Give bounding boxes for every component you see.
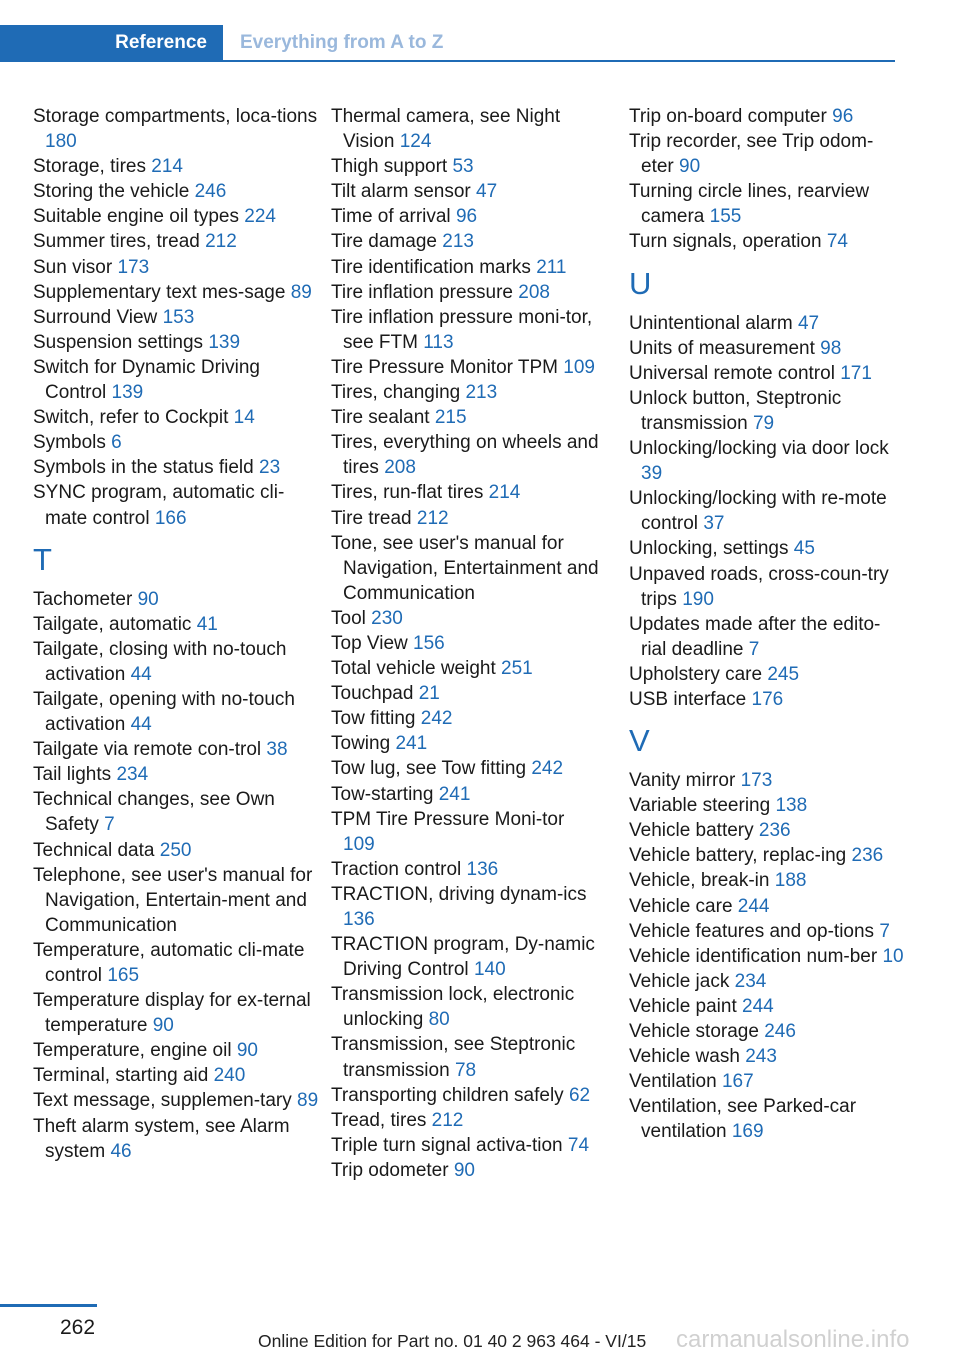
index-term: Turn signals, operation [629,231,822,253]
index-entry [629,793,904,818]
page-link[interactable]: 140 [473,959,506,981]
index-entry [331,506,601,531]
footer-rule [0,1304,97,1307]
index-entry [331,681,601,706]
page-link[interactable]: 212 [416,507,449,529]
index-term: Updates made after the edito-rial deadline [629,613,881,660]
index-term: Vanity mirror [629,770,736,792]
index-term: Unlocking/locking with re-mote control [629,488,887,535]
index-entry [331,932,601,982]
index-term: Text message, supplemen-tary [33,1090,292,1112]
page-link[interactable]: 37 [703,513,725,535]
index-term: Thermal camera, see Night Vision [331,106,561,153]
index-term: Tire Pressure Monitor TPM [331,356,558,378]
index-entry [629,104,904,129]
index-entry [629,944,904,969]
page-link[interactable]: 153 [162,306,195,328]
index-term: Vehicle features and op-tions [629,920,875,942]
index-entry [331,882,601,932]
index-term: Sun visor [33,256,113,278]
page-link[interactable]: 213 [442,231,474,253]
index-term: Tow lug, see Tow fitting [331,758,527,780]
index-term: Tires, changing [331,382,461,404]
index-entry [331,807,601,857]
index-term: Tailgate, closing with no-touch activation [33,638,287,685]
index-term: Tire identification marks [331,256,531,278]
index-entry [33,838,323,863]
index-term: Tires, everything on wheels and tires [331,432,599,479]
index-term: Symbols in the status field [33,457,254,479]
index-entry [33,280,323,305]
index-column-1 [33,104,323,1164]
page-link[interactable]: 14 [233,407,255,429]
index-entry [629,562,904,612]
index-entry [629,687,904,712]
page-link[interactable]: 124 [399,131,432,153]
page-link[interactable]: 213 [465,382,498,404]
page-link[interactable]: 96 [832,106,854,127]
index-term: TRACTION, driving dynam-ics [331,883,587,905]
index-entry [331,857,601,882]
index-entry [331,1032,601,1082]
page-link[interactable]: 241 [395,733,428,755]
index-entry [629,868,904,893]
index-entry [629,1069,904,1094]
index-entry [629,843,904,868]
index-entry [629,919,904,944]
index-term: Tire damage [331,231,437,253]
index-term: Vehicle identification num-ber [629,945,878,967]
index-term: Supplementary text mes-sage [33,281,286,303]
section-tab: Reference [0,25,223,61]
index-entry [629,994,904,1019]
page-link[interactable]: 173 [117,256,150,278]
page-link[interactable]: 245 [767,663,800,685]
index-term: Vehicle battery, replac-ing [629,845,847,867]
page-link[interactable]: 243 [745,1046,777,1068]
index-term: Suitable engine oil types [33,206,239,228]
page-link[interactable]: 224 [244,206,276,228]
index-entry [33,787,323,837]
index-term: Tachometer [33,588,133,610]
index-term: Tire tread [331,507,412,529]
page-link[interactable]: 230 [371,607,403,629]
index-term: Triple turn signal activa-tion [331,1134,563,1156]
index-term: Temperature display for ex-ternal temperature [33,990,311,1037]
index-term: Vehicle, break-in [629,870,770,892]
index-term: Temperature, engine oil [33,1040,232,1062]
page-link[interactable]: 74 [567,1134,590,1156]
page-link[interactable]: 241 [438,783,471,805]
index-term: TPM Tire Pressure Moni-tor [331,808,565,830]
watermark: carmanualsonline.info [676,1326,910,1353]
page-link[interactable]: 240 [213,1065,246,1087]
page-link[interactable]: 242 [531,758,564,780]
index-entry [33,104,323,154]
index-entry [33,255,323,280]
index-entry [331,430,601,480]
index-entry [331,982,601,1032]
index-entry [33,938,323,988]
page-link[interactable]: 47 [476,181,498,203]
index-entry [331,154,601,179]
index-term: Unlocking/locking via door lock [629,438,889,460]
index-term: Variable steering [629,795,771,817]
index-entry [629,129,904,179]
index-entry [331,355,601,380]
index-term: Unlock button, Steptronic transmission [629,387,842,434]
index-entry [33,480,323,530]
index-term: USB interface [629,688,747,710]
index-term: Tire inflation pressure [331,281,513,303]
page-link[interactable]: 89 [297,1090,319,1112]
index-term: Universal remote control [629,362,835,384]
index-entry [331,656,601,681]
index-entry [629,536,904,561]
index-term: Vehicle storage [629,1021,759,1042]
index-entry [33,305,323,330]
index-term: Technical data [33,839,155,861]
index-term: Tire sealant [331,407,430,429]
page-link[interactable]: 165 [107,965,140,986]
index-entry [331,179,601,204]
index-entry [33,229,323,254]
index-term: Surround View [33,306,158,328]
index-entry [33,1114,323,1164]
page-link[interactable]: 113 [423,331,454,353]
index-term: Tow-starting [331,783,434,805]
page-link[interactable]: 166 [154,507,187,529]
page-link[interactable]: 7 [879,920,890,942]
index-term: Tires, run-flat tires [331,482,484,504]
index-entry [331,204,601,229]
index-entry [629,1019,904,1044]
page-link[interactable]: 46 [110,1140,132,1162]
index-entry [331,731,601,756]
index-term: SYNC program, automatic cli-mate control [33,482,285,529]
page-link[interactable]: 242 [420,708,453,730]
page-link[interactable]: 90 [152,1015,174,1037]
page-link[interactable]: 214 [488,482,521,504]
index-term: Vehicle care [629,895,733,917]
index-entry [33,204,323,229]
index-entry [331,280,601,305]
index-entry [33,154,323,179]
page-link[interactable]: 7 [104,814,115,836]
index-entry [331,606,601,631]
index-term: Tread, tires [331,1109,427,1131]
index-entry [331,782,601,807]
index-term: Unpaved roads, cross-coun-try trips [629,563,889,610]
page-link[interactable]: 211 [536,256,567,278]
page-link[interactable]: 90 [137,588,159,610]
page-link[interactable]: 44 [130,663,152,685]
index-term: Terminal, starting aid [33,1065,209,1087]
page-link[interactable]: 234 [734,970,767,992]
index-entry [331,1133,601,1158]
index-term: Vehicle jack [629,970,730,992]
page-link[interactable]: 156 [413,632,445,654]
page-link[interactable]: 212 [205,231,237,253]
index-entry [629,436,904,486]
index-term: Trip recorder, see Trip odom-eter [629,131,874,178]
page-link[interactable]: 23 [259,457,281,479]
index-term: Vehicle battery [629,820,754,842]
page-link[interactable]: 89 [290,281,312,303]
index-entry [331,531,601,606]
page-link[interactable]: 6 [111,432,122,454]
index-term: Tow fitting [331,708,416,730]
page-link[interactable]: 212 [431,1109,464,1131]
index-entry [629,179,904,229]
index-term: Tire inflation pressure moni-tor, see FTM [331,306,593,353]
index-term: Tail lights [33,764,112,786]
index-entry [331,255,601,280]
index-entry [33,587,323,612]
index-term: Traction control [331,858,462,880]
index-letter-heading: V [629,723,650,759]
page-link[interactable]: 21 [418,683,440,705]
index-entry [629,768,904,793]
index-entry [331,104,601,154]
page-link[interactable]: 236 [758,820,791,842]
index-term: Summer tires, tread [33,231,200,253]
page-link[interactable]: 244 [742,995,774,1017]
index-term: Unlocking, settings [629,538,789,560]
subsection-title: Everything from A to Z [240,32,444,53]
index-entry [331,480,601,505]
page-link[interactable]: 90 [453,1159,475,1181]
index-entry [33,988,323,1038]
index-entry [629,1094,904,1144]
index-term: Theft alarm system, see Alarm system [33,1115,290,1162]
page-link[interactable]: 79 [752,412,775,434]
index-term: Tailgate, opening with no-touch activation [33,688,295,736]
index-term: Tone, see user's manual for Navigation, Entertainment and Communication [331,532,599,604]
index-entry [331,756,601,781]
index-entry [33,1063,323,1088]
index-entry [33,355,323,405]
index-term: Tilt alarm sensor [331,181,471,203]
index-entry [629,311,904,336]
page-link[interactable]: 169 [731,1121,764,1143]
page-link[interactable]: 38 [266,739,288,761]
page-link[interactable]: 234 [116,764,149,786]
index-term: Units of measurement [629,337,815,359]
page-link[interactable]: 53 [452,156,474,178]
index-entry [629,818,904,843]
index-term: Switch for Dynamic Driving Control [33,356,260,404]
page-link[interactable]: 244 [737,895,770,917]
header-rule [0,60,895,62]
index-entry [331,405,601,430]
index-term: Ventilation, see Parked-car ventilation [629,1096,857,1143]
index-entry [331,305,601,355]
index-term: Trip on-board computer [629,106,827,127]
page-header [0,25,895,62]
index-term: Total vehicle weight [331,658,496,680]
index-entry [331,229,601,254]
index-entry [33,1038,323,1063]
page-link[interactable]: 250 [159,839,192,861]
index-term: Unintentional alarm [629,312,793,334]
index-term: Thigh support [331,156,448,178]
index-term: Symbols [33,432,106,454]
page-link[interactable]: 98 [820,337,842,359]
index-term: Transmission lock, electronic unlocking [331,984,575,1031]
index-term: Transmission, see Steptronic transmission [331,1034,576,1081]
index-term: Temperature, automatic cli-mate control [33,939,305,986]
page-link[interactable]: 96 [455,206,478,228]
page-link[interactable]: 167 [721,1071,754,1093]
index-entry [629,229,904,254]
index-entry [629,336,904,361]
page-link[interactable]: 109 [343,833,375,855]
page-link[interactable]: 138 [775,795,808,817]
page-link[interactable]: 41 [196,613,218,635]
page-link[interactable]: 190 [682,588,714,610]
page-link[interactable]: 173 [740,770,773,792]
index-term: Tailgate, automatic [33,613,192,635]
page-link[interactable]: 155 [709,206,742,228]
page-link[interactable]: 214 [151,156,183,178]
index-term: Technical changes, see Own Safety [33,789,275,836]
index-term: Time of arrival [331,206,451,228]
page-link[interactable]: 139 [111,382,144,404]
index-term: Towing [331,733,391,755]
index-term: Storage compartments, loca-tions [33,106,318,127]
index-entry [33,430,323,455]
index-entry [33,330,323,355]
index-entry [629,1044,904,1069]
page-link[interactable]: 208 [518,281,550,303]
index-term: Vehicle wash [629,1046,740,1068]
page-link[interactable]: 90 [236,1040,258,1062]
page-link[interactable]: 171 [840,362,872,384]
index-entry [33,1088,323,1113]
index-entry [33,612,323,637]
index-letter-heading: U [629,265,652,301]
page-link[interactable]: 47 [797,312,820,334]
index-term: TRACTION program, Dy-namic Driving Control [331,934,595,981]
page-link[interactable]: 208 [384,457,416,479]
index-term: Storing the vehicle [33,181,190,203]
page-link[interactable]: 215 [434,407,467,429]
page-link[interactable]: 78 [454,1059,477,1081]
page-link[interactable]: 136 [343,909,375,930]
page-link[interactable]: 44 [130,714,152,736]
index-term: Storage, tires [33,156,146,178]
index-term: Turning circle lines, rearview camera [629,181,870,228]
index-term: Switch, refer to Cockpit [33,407,229,429]
page-link[interactable]: 139 [208,331,241,353]
index-term: Touchpad [331,683,414,705]
page-link[interactable]: 236 [851,845,884,867]
index-term: Upholstery care [629,663,763,685]
index-entry [629,894,904,919]
index-entry [629,486,904,536]
index-term: Vehicle paint [629,995,737,1017]
index-entry [629,386,904,436]
index-entry [331,1158,601,1183]
page-link[interactable]: 10 [882,945,904,967]
page-link[interactable]: 188 [774,870,807,892]
index-term: Trip odometer [331,1159,449,1181]
page-link[interactable]: 7 [748,638,760,660]
page-link[interactable]: 176 [751,688,784,710]
index-entry [33,687,323,737]
index-entry [331,706,601,731]
page-link[interactable]: 136 [466,858,499,880]
index-entry [331,1108,601,1133]
page-link[interactable]: 80 [428,1009,450,1031]
index-entry [331,1083,601,1108]
index-entry [33,737,323,762]
index-entry [331,631,601,656]
page-link[interactable]: 90 [679,156,701,178]
index-entry [629,361,904,386]
index-entry [33,863,323,938]
page-link[interactable]: 251 [501,658,533,680]
page-link[interactable]: 39 [641,463,663,485]
page-link[interactable]: 45 [793,538,815,560]
index-term: Tailgate via remote con-trol [33,739,262,761]
index-entry [33,762,323,787]
index-letter-heading: T [33,541,52,577]
index-term: Tool [331,607,366,629]
index-entry [33,179,323,204]
page-link[interactable]: 62 [568,1084,591,1106]
index-entry [33,455,323,480]
page-link[interactable]: 246 [194,181,227,203]
index-column-2 [331,104,601,1183]
index-term: Transporting children safely [331,1084,564,1106]
index-term: Suspension settings [33,331,204,353]
index-entry [331,380,601,405]
page-link[interactable]: 180 [45,131,77,153]
index-term: Ventilation [629,1071,717,1093]
index-entry [629,662,904,687]
edition-note: Online Edition for Part no. 01 40 2 963 464 - VI/15 [258,1331,647,1351]
index-entry [629,612,904,662]
page-link[interactable]: 109 [563,356,595,378]
index-column-3 [629,104,904,1144]
page-link[interactable]: 74 [826,231,848,253]
index-term: Top View [331,632,408,654]
index-term: Telephone, see user's manual for Navigation, Entertain-ment and Communication [33,864,313,936]
index-entry [33,637,323,687]
page-link[interactable]: 246 [764,1021,796,1042]
page-number: 262 [60,1316,96,1339]
index-entry [629,969,904,994]
index-entry [33,405,323,430]
